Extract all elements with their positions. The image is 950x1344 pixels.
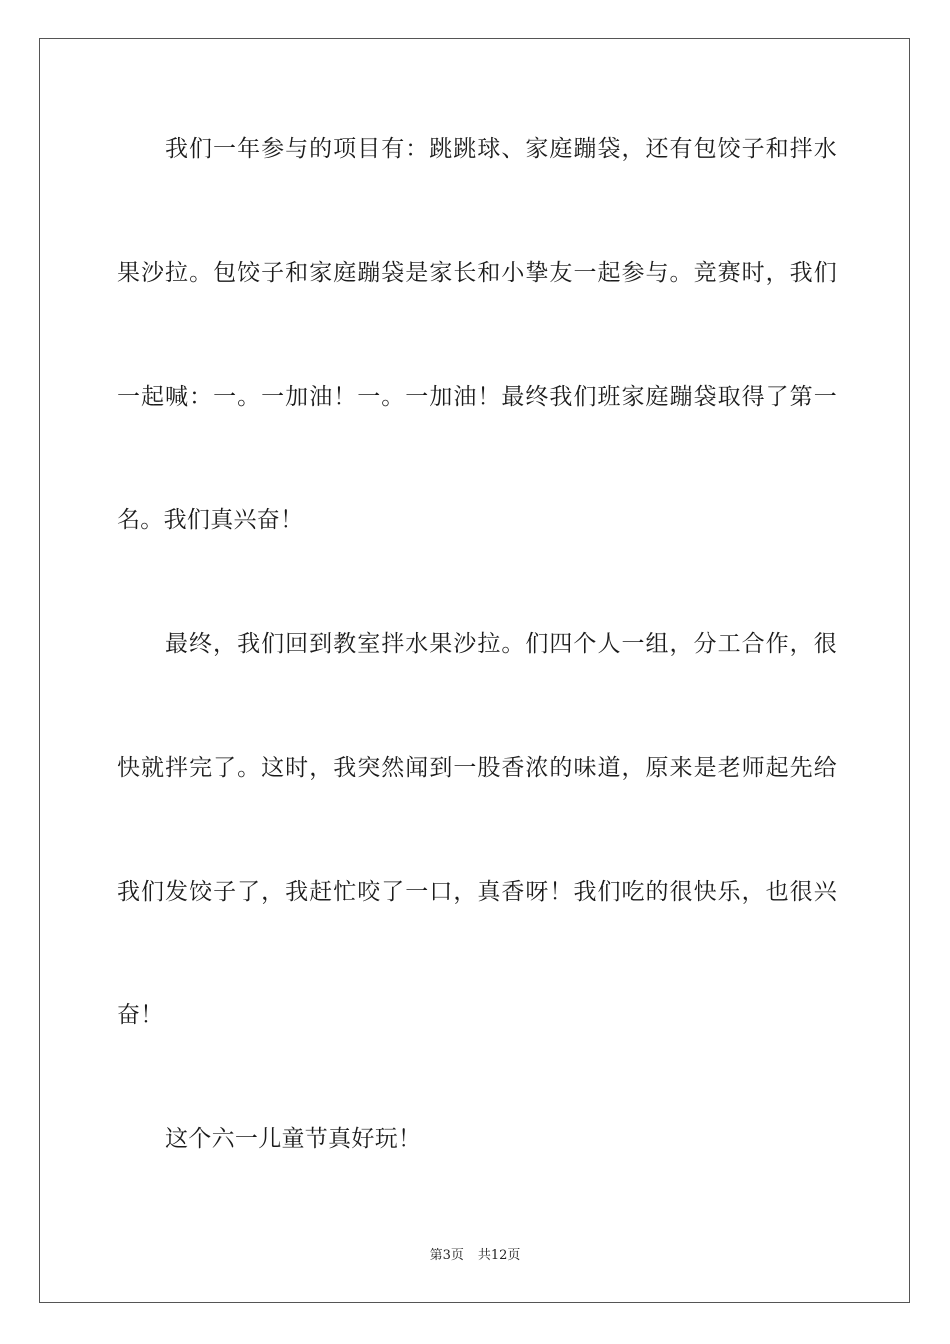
page-number-total: 共12页 xyxy=(477,1248,521,1263)
paragraph-2-line-3: 我们发饺子了，我赶忙咬了一口，真香呀！我们吃的很快乐，也很兴 xyxy=(117,879,837,905)
paragraph-1-line-1: 我们一年参与的项目有：跳跳球、家庭蹦袋，还有包饺子和拌水 xyxy=(165,136,837,162)
paragraph-1-line-3: 一起喊：一。一加油！一。一加油！最终我们班家庭蹦袋取得了第一 xyxy=(117,384,837,410)
page-border xyxy=(39,38,910,1303)
page-number-current: 第3页 xyxy=(429,1248,464,1263)
paragraph-1-line-4: 名。我们真兴奋！ xyxy=(117,507,304,533)
paragraph-1-line-2: 果沙拉。包饺子和家庭蹦袋是家长和小挚友一起参与。竞赛时，我们 xyxy=(117,260,837,286)
paragraph-2-line-2: 快就拌完了。这时，我突然闻到一股香浓的味道，原来是老师起先给 xyxy=(117,755,837,781)
paragraph-3-line-1: 这个六一儿童节真好玩！ xyxy=(165,1126,422,1152)
paragraph-2-line-1: 最终，我们回到教室拌水果沙拉。们四个人一组，分工合作，很 xyxy=(165,631,837,657)
page-footer xyxy=(0,1248,950,1264)
paragraph-2-line-4: 奋！ xyxy=(117,1002,164,1028)
